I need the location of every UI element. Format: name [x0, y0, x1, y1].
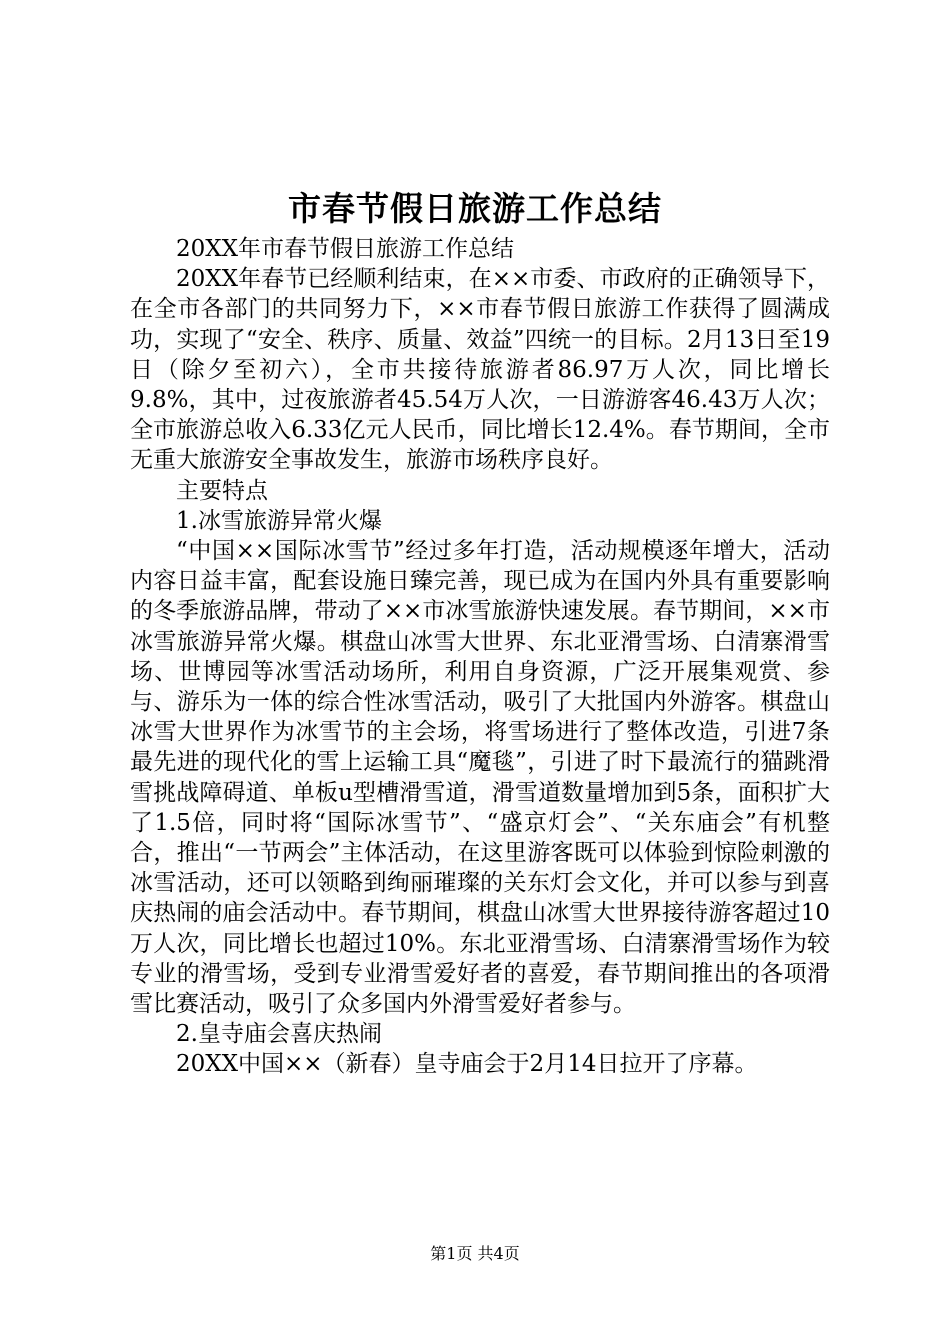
- paragraph-subtitle: 20XX年市春节假日旅游工作总结: [176, 236, 515, 262]
- page-footer: 第1页 共4页: [430, 1244, 520, 1263]
- subsection-heading-ice-snow: 1.冰雪旅游异常火爆: [176, 507, 382, 534]
- paragraph-overview: 20XX年春节已经顺利结束，在××市委、市政府的正确领导下，在全市各部门的共同努力下，××市春节假日旅游工作获得了圆满成功，实现了“安全、秩序、质量、效益”四统一的目标。2月13日至19日（除夕至初六），全市共接待旅游者86.97万人次，同比增长9.8%，其中，过夜旅游者45.54万人次，一日游游客46.43万人次；全市旅游总收入6.33亿元人民币，同比增长12.4%。春节期间，全市无重大旅游安全事故发生，旅游市场秩序良好。: [130, 266, 830, 474]
- document-body: [130, 234, 830, 1080]
- document-title: 市春节假日旅游工作总结: [288, 189, 662, 228]
- paragraph-temple-fair: 20XX中国××（新春）皇寺庙会于2月14日拉开了序幕。: [176, 1051, 758, 1078]
- paragraph-ice-snow: “中国××国际冰雪节”经过多年打造，活动规模逐年增大，活动内容日益丰富，配套设施日臻完善，现已成为在国内外具有重要影响的冬季旅游品牌，带动了××市冰雪旅游快速发展。春节期间，××市冰雪旅游异常火爆。棋盘山冰雪大世界、东北亚滑雪场、白清寨滑雪场、世博园等冰雪活动场所，利用自身资源，广泛开展集观赏、参与、游乐为一体的综合性冰雪活动，吸引了大批国内外游客。棋盘山冰雪大世界作为冰雪节的主会场，将雪场进行了整体改造，引进7条最先进的现代化的雪上运输工具“魔毯”，引进了时下最流行的猫跳滑雪挑战障碍道、单板u型槽滑雪道，滑雪道数量增加到5条，面积扩大了1.5倍，同时将“国际冰雪节”、“盛京灯会”、“关东庙会”有机整合，推出“一节两会”主体活动，在这里游客既可以体验到惊险刺激的冰雪活动，还可以领略到绚丽璀璨的关东灯会文化，并可以参与到喜庆热闹的庙会活动中。春节期间，棋盘山冰雪大世界接待游客超过10万人次，同比增长也超过10%。东北亚滑雪场、白清寨滑雪场作为较专业的滑雪场，受到专业滑雪爱好者的喜爱，春节期间推出的各项滑雪比赛活动，吸引了众多国内外滑雪爱好者参与。: [130, 538, 830, 1018]
- section-heading-main-features: 主要特点: [176, 477, 268, 504]
- subsection-heading-temple-fair: 2.皇寺庙会喜庆热闹: [176, 1021, 382, 1048]
